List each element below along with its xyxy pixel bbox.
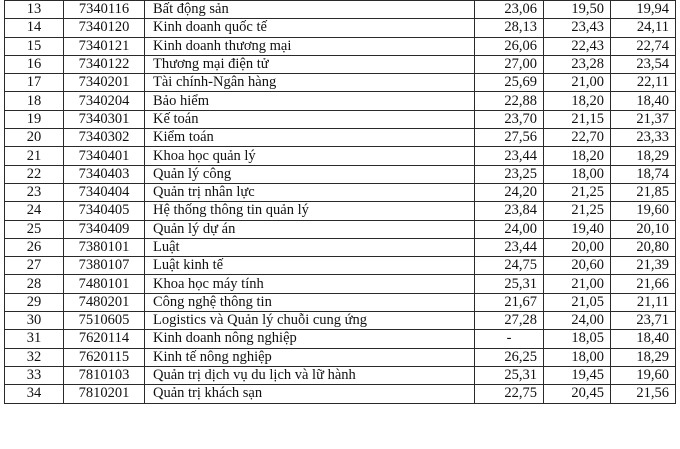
program-code: 7510605 <box>64 312 145 330</box>
score-column-2: 19,50 <box>544 1 611 19</box>
row-index: 19 <box>5 110 64 128</box>
score-column-1: 23,06 <box>475 1 544 19</box>
score-column-2: 21,05 <box>544 293 611 311</box>
score-column-2: 24,00 <box>544 312 611 330</box>
row-index: 29 <box>5 293 64 311</box>
program-name: Logistics và Quản lý chuỗi cung ứng <box>145 312 475 330</box>
score-column-1: 27,00 <box>475 55 544 73</box>
program-code: 7480201 <box>64 293 145 311</box>
table-row <box>5 19 676 37</box>
program-name: Quản trị khách sạn <box>145 385 475 403</box>
score-column-1: 25,31 <box>475 366 544 384</box>
row-index: 18 <box>5 92 64 110</box>
program-code: 7340403 <box>64 165 145 183</box>
row-index: 14 <box>5 19 64 37</box>
table-body <box>5 1 676 404</box>
score-column-3: 19,60 <box>611 202 676 220</box>
score-column-1: 23,84 <box>475 202 544 220</box>
score-column-2: 18,20 <box>544 147 611 165</box>
program-name: Quản trị nhân lực <box>145 183 475 201</box>
score-column-3: 18,40 <box>611 92 676 110</box>
table-row <box>5 183 676 201</box>
table-row <box>5 312 676 330</box>
score-column-2: 21,15 <box>544 110 611 128</box>
score-column-3: 22,11 <box>611 74 676 92</box>
program-code: 7340120 <box>64 19 145 37</box>
table-row <box>5 202 676 220</box>
program-name: Quản trị dịch vụ du lịch và lữ hành <box>145 366 475 384</box>
table-row <box>5 1 676 19</box>
program-name: Công nghệ thông tin <box>145 293 475 311</box>
score-column-3: 21,37 <box>611 110 676 128</box>
score-column-1: - <box>475 330 544 348</box>
score-column-1: 24,00 <box>475 220 544 238</box>
score-column-2: 19,45 <box>544 366 611 384</box>
score-column-3: 18,29 <box>611 348 676 366</box>
score-column-1: 23,44 <box>475 147 544 165</box>
row-index: 15 <box>5 37 64 55</box>
program-name: Kinh tế nông nghiệp <box>145 348 475 366</box>
score-column-1: 26,25 <box>475 348 544 366</box>
program-name: Kinh doanh thương mại <box>145 37 475 55</box>
table-row <box>5 385 676 403</box>
program-code: 7620114 <box>64 330 145 348</box>
score-column-2: 18,20 <box>544 92 611 110</box>
score-column-3: 21,66 <box>611 275 676 293</box>
score-column-3: 21,39 <box>611 257 676 275</box>
score-column-3: 20,10 <box>611 220 676 238</box>
table-row <box>5 74 676 92</box>
program-code: 7340401 <box>64 147 145 165</box>
score-column-1: 23,25 <box>475 165 544 183</box>
table-row <box>5 147 676 165</box>
row-index: 13 <box>5 1 64 19</box>
score-column-2: 23,28 <box>544 55 611 73</box>
score-column-2: 21,00 <box>544 74 611 92</box>
program-name: Bất động sản <box>145 1 475 19</box>
score-column-3: 23,71 <box>611 312 676 330</box>
program-code: 7810103 <box>64 366 145 384</box>
program-code: 7340122 <box>64 55 145 73</box>
program-name: Thương mại điện tử <box>145 55 475 73</box>
program-code: 7480101 <box>64 275 145 293</box>
score-column-1: 21,67 <box>475 293 544 311</box>
score-column-3: 21,56 <box>611 385 676 403</box>
program-name: Kinh doanh nông nghiệp <box>145 330 475 348</box>
score-column-3: 18,74 <box>611 165 676 183</box>
score-column-3: 18,40 <box>611 330 676 348</box>
score-column-2: 20,00 <box>544 238 611 256</box>
score-column-3: 21,11 <box>611 293 676 311</box>
program-code: 7380101 <box>64 238 145 256</box>
row-index: 30 <box>5 312 64 330</box>
score-column-2: 18,00 <box>544 348 611 366</box>
score-column-2: 20,45 <box>544 385 611 403</box>
table-row <box>5 37 676 55</box>
program-name: Khoa học quản lý <box>145 147 475 165</box>
score-column-2: 21,25 <box>544 183 611 201</box>
table-row <box>5 275 676 293</box>
score-column-1: 25,31 <box>475 275 544 293</box>
score-column-2: 23,43 <box>544 19 611 37</box>
score-column-1: 27,28 <box>475 312 544 330</box>
row-index: 33 <box>5 366 64 384</box>
score-column-2: 22,70 <box>544 129 611 147</box>
program-name: Bảo hiểm <box>145 92 475 110</box>
program-code: 7340116 <box>64 1 145 19</box>
program-code: 7620115 <box>64 348 145 366</box>
score-column-3: 24,11 <box>611 19 676 37</box>
row-index: 32 <box>5 348 64 366</box>
row-index: 24 <box>5 202 64 220</box>
program-code: 7340204 <box>64 92 145 110</box>
table-row <box>5 129 676 147</box>
program-name: Kinh doanh quốc tế <box>145 19 475 37</box>
score-column-3: 20,80 <box>611 238 676 256</box>
table-row <box>5 366 676 384</box>
score-column-2: 22,43 <box>544 37 611 55</box>
row-index: 21 <box>5 147 64 165</box>
program-name: Hệ thống thông tin quản lý <box>145 202 475 220</box>
score-column-2: 21,25 <box>544 202 611 220</box>
row-index: 23 <box>5 183 64 201</box>
row-index: 20 <box>5 129 64 147</box>
row-index: 28 <box>5 275 64 293</box>
score-column-3: 21,85 <box>611 183 676 201</box>
row-index: 31 <box>5 330 64 348</box>
score-column-2: 18,00 <box>544 165 611 183</box>
score-column-2: 20,60 <box>544 257 611 275</box>
row-index: 34 <box>5 385 64 403</box>
table-row <box>5 238 676 256</box>
program-code: 7340302 <box>64 129 145 147</box>
row-index: 17 <box>5 74 64 92</box>
score-column-3: 22,74 <box>611 37 676 55</box>
row-index: 26 <box>5 238 64 256</box>
program-code: 7340121 <box>64 37 145 55</box>
row-index: 25 <box>5 220 64 238</box>
score-column-1: 27,56 <box>475 129 544 147</box>
score-column-3: 23,33 <box>611 129 676 147</box>
score-column-1: 22,75 <box>475 385 544 403</box>
program-name: Quản lý công <box>145 165 475 183</box>
score-column-1: 24,75 <box>475 257 544 275</box>
table-row <box>5 257 676 275</box>
score-column-1: 23,44 <box>475 238 544 256</box>
program-name: Tài chính-Ngân hàng <box>145 74 475 92</box>
table-row <box>5 110 676 128</box>
row-index: 16 <box>5 55 64 73</box>
table-row <box>5 293 676 311</box>
score-column-1: 25,69 <box>475 74 544 92</box>
program-name: Quản lý dự án <box>145 220 475 238</box>
program-name: Luật <box>145 238 475 256</box>
score-column-1: 24,20 <box>475 183 544 201</box>
program-code: 7340201 <box>64 74 145 92</box>
table-row <box>5 348 676 366</box>
table-row <box>5 220 676 238</box>
program-code: 7810201 <box>64 385 145 403</box>
table-row <box>5 92 676 110</box>
program-name: Khoa học máy tính <box>145 275 475 293</box>
table-row <box>5 330 676 348</box>
score-column-3: 19,94 <box>611 1 676 19</box>
program-code: 7340409 <box>64 220 145 238</box>
score-column-1: 22,88 <box>475 92 544 110</box>
score-column-1: 23,70 <box>475 110 544 128</box>
program-code: 7340301 <box>64 110 145 128</box>
program-name: Kiểm toán <box>145 129 475 147</box>
program-code: 7340405 <box>64 202 145 220</box>
score-column-2: 21,00 <box>544 275 611 293</box>
score-column-1: 26,06 <box>475 37 544 55</box>
admission-score-table <box>4 0 676 404</box>
program-code: 7340404 <box>64 183 145 201</box>
score-column-2: 19,40 <box>544 220 611 238</box>
row-index: 22 <box>5 165 64 183</box>
table-row <box>5 55 676 73</box>
program-name: Kế toán <box>145 110 475 128</box>
score-column-3: 23,54 <box>611 55 676 73</box>
row-index: 27 <box>5 257 64 275</box>
table-row <box>5 165 676 183</box>
program-name: Luật kinh tế <box>145 257 475 275</box>
score-column-3: 18,29 <box>611 147 676 165</box>
score-column-3: 19,60 <box>611 366 676 384</box>
program-code: 7380107 <box>64 257 145 275</box>
score-column-2: 18,05 <box>544 330 611 348</box>
score-column-1: 28,13 <box>475 19 544 37</box>
